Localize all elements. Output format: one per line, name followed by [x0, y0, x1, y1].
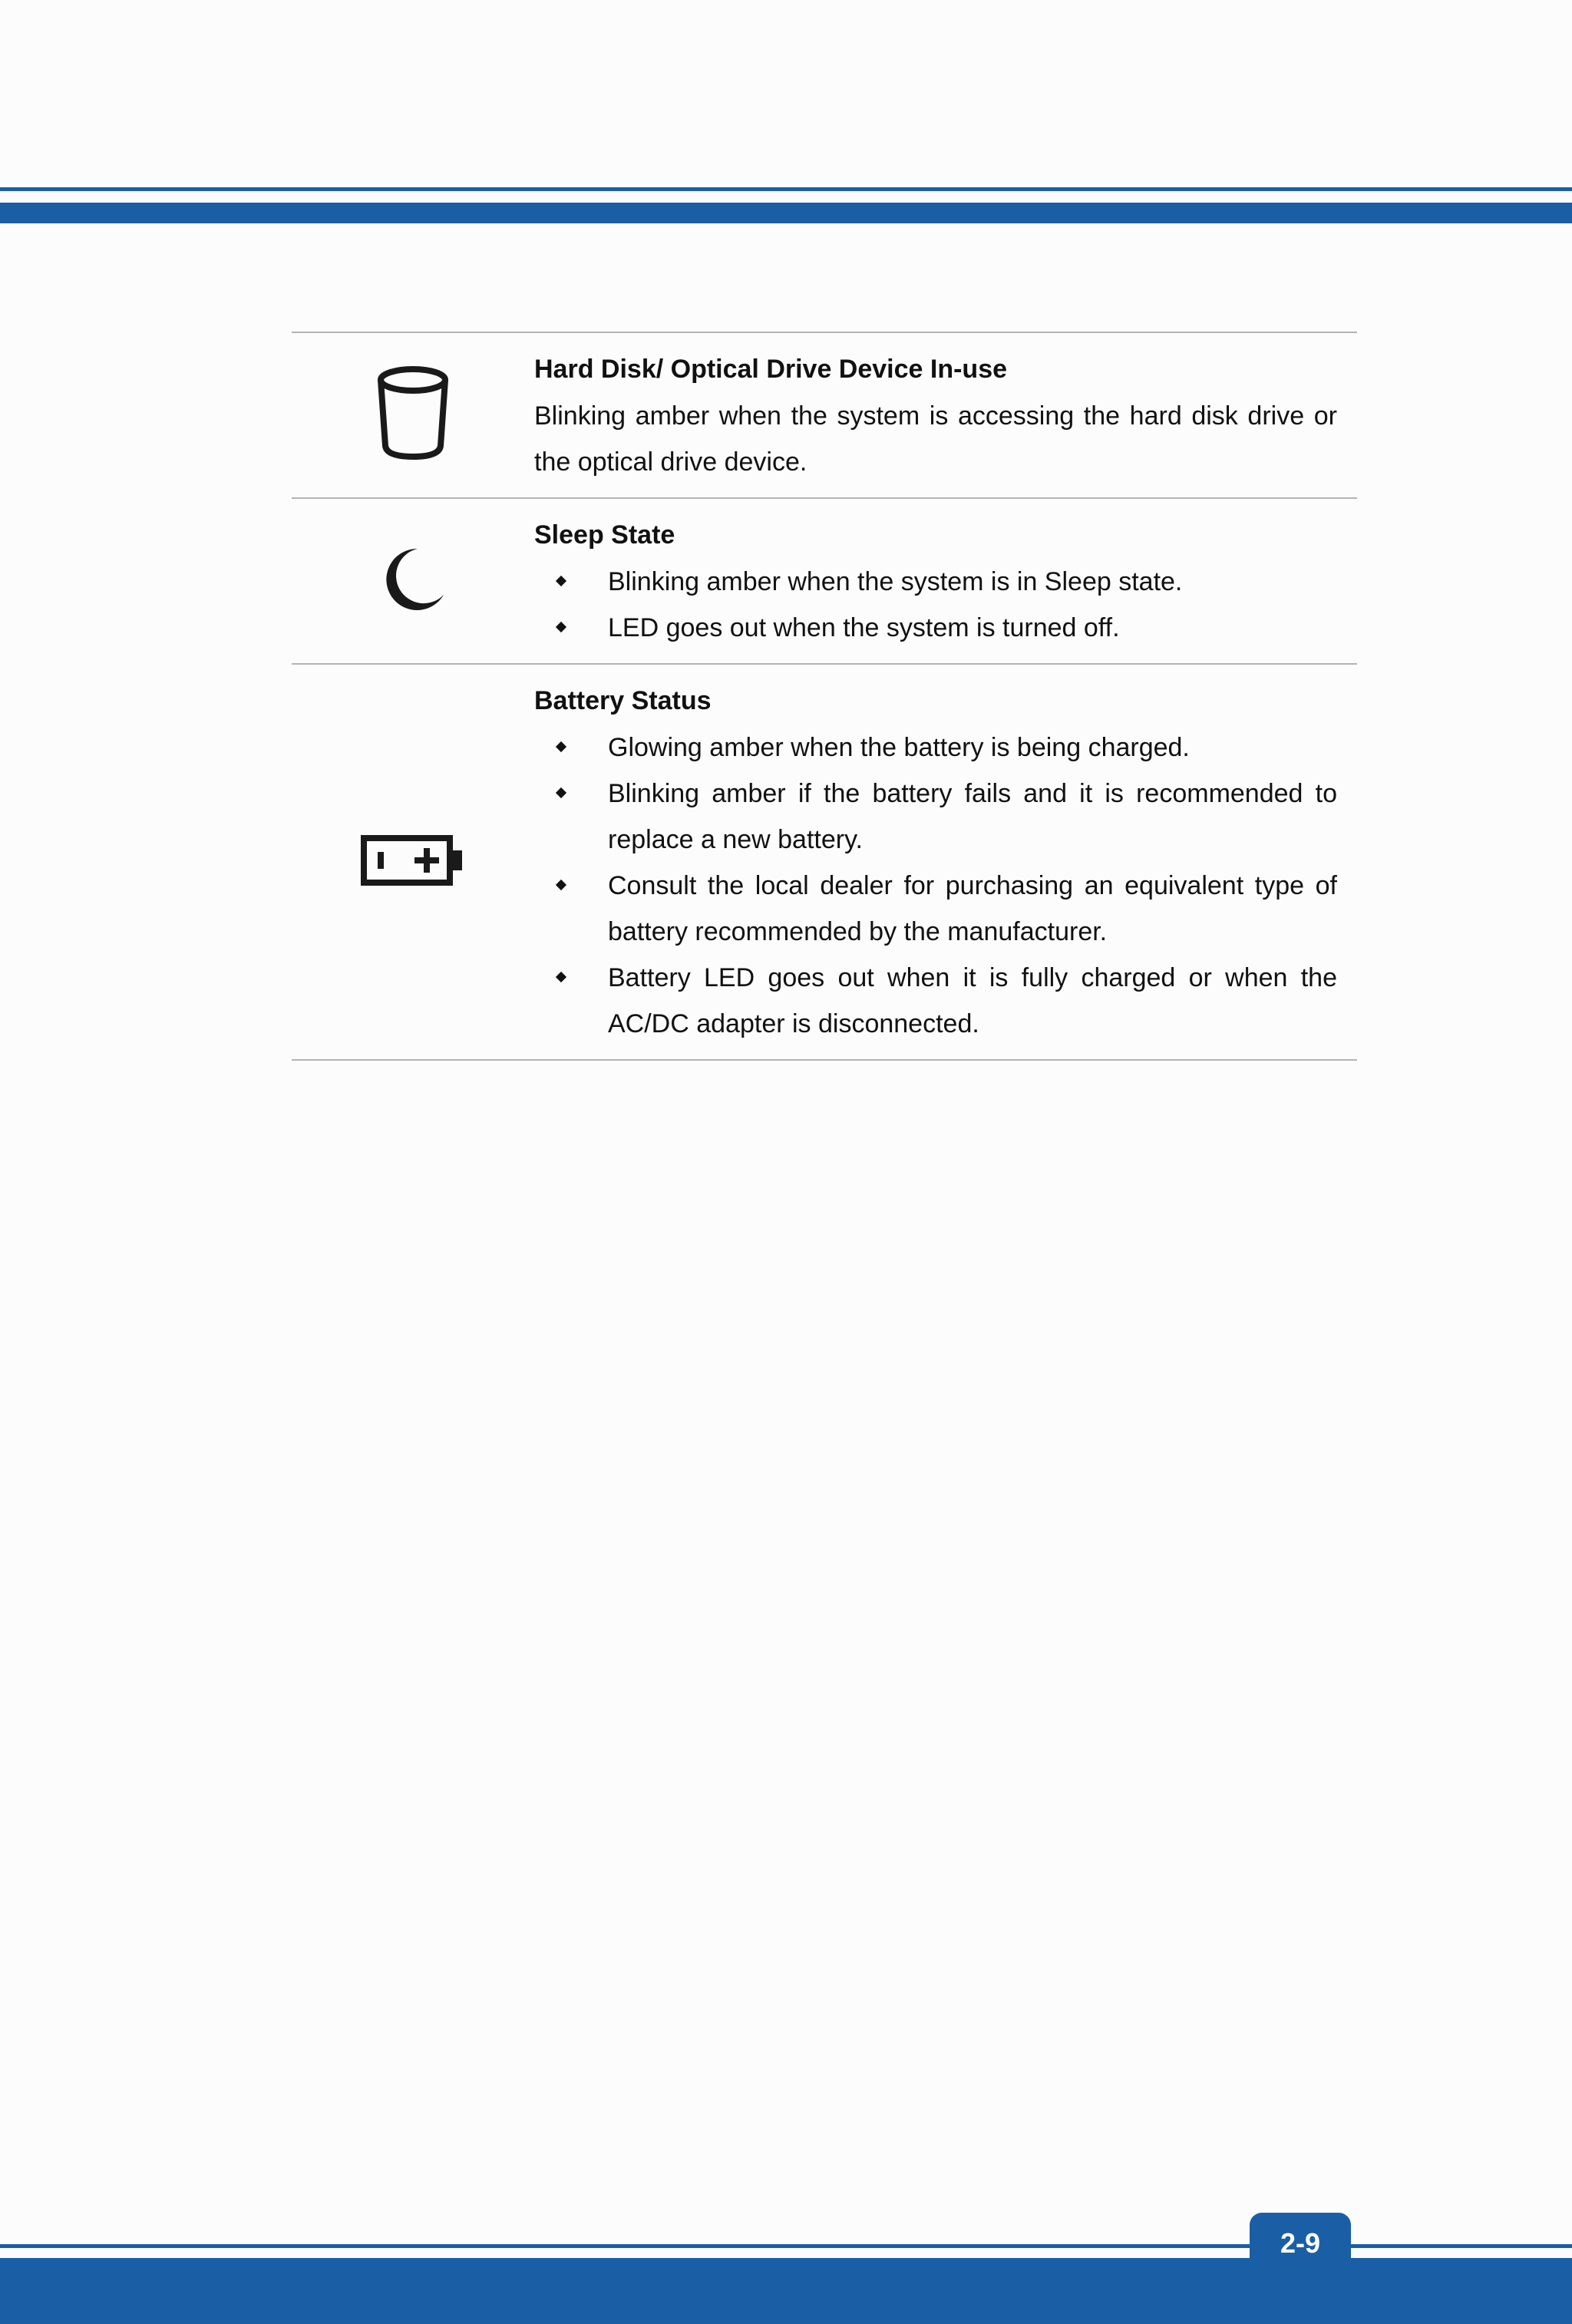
bullet-list: [534, 725, 1337, 1047]
header-thin-rule: [0, 187, 1572, 191]
icon-cell: [292, 498, 534, 664]
diamond-bullet-icon: [556, 787, 566, 798]
battery-icon: [361, 835, 465, 886]
diamond-bullet-icon: [556, 972, 566, 982]
bullet-list: [534, 559, 1337, 651]
table-row: [292, 498, 1357, 664]
list-item: [534, 605, 1337, 651]
description-cell: [534, 498, 1357, 664]
list-item: [534, 863, 1337, 955]
list-item-text: Consult the local dealer for purchasing an equivalent type of battery recommended by the manufacturer.: [608, 871, 1337, 946]
icon-cell: [292, 664, 534, 1060]
list-item: [534, 559, 1337, 605]
led-indicator-table: [292, 332, 1357, 1061]
row-description: Blinking amber when the system is accessing the hard disk drive or the optical drive device.: [534, 401, 1337, 477]
diamond-bullet-icon: [556, 576, 566, 586]
diamond-bullet-icon: [556, 880, 566, 890]
row-title: Battery Status: [534, 686, 712, 715]
description-cell: [534, 332, 1357, 498]
hard-disk-icon: [375, 365, 451, 463]
table-row: [292, 332, 1357, 498]
list-item-text: Blinking amber if the battery fails and it is recommended to replace a new battery.: [608, 779, 1337, 854]
list-item-text: Blinking amber when the system is in Sleep state.: [608, 567, 1183, 596]
list-item-text: Glowing amber when the battery is being charged.: [608, 733, 1190, 762]
list-item: [534, 771, 1337, 863]
row-title: Hard Disk/ Optical Drive Device In-use: [534, 355, 1008, 384]
list-item-text: Battery LED goes out when it is fully charged or when the AC/DC adapter is disconnected.: [608, 963, 1337, 1038]
page-number: 2-9: [1250, 2213, 1351, 2274]
diamond-bullet-icon: [556, 622, 566, 632]
moon-icon: [381, 547, 445, 612]
list-item-text: LED goes out when the system is turned off.: [608, 613, 1120, 642]
list-item: [534, 725, 1337, 771]
icon-cell: [292, 332, 534, 498]
table-row: [292, 664, 1357, 1060]
description-cell: [534, 664, 1357, 1060]
row-title: Sleep State: [534, 520, 675, 550]
list-item: [534, 955, 1337, 1047]
diamond-bullet-icon: [556, 741, 566, 752]
header-band: [0, 203, 1572, 223]
